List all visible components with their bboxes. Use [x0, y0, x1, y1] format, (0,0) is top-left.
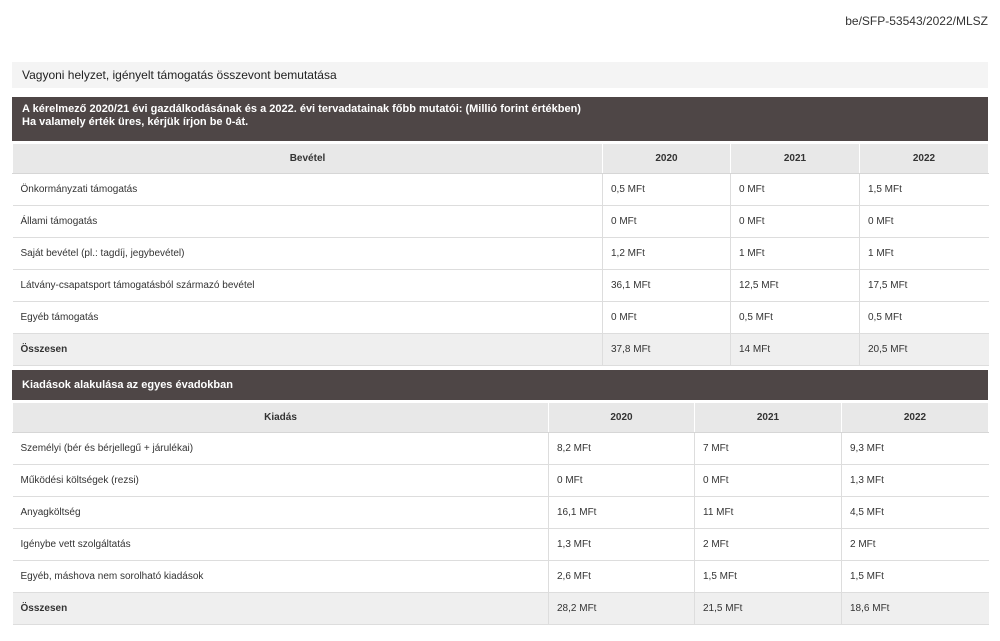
row-label: Anyagköltség — [13, 497, 549, 529]
expense-col-2022: 2022 — [842, 403, 989, 433]
expense-col-2021: 2021 — [695, 403, 842, 433]
cell-2020: 37,8 MFt — [603, 334, 731, 366]
cell-2021: 7 MFt — [695, 433, 842, 465]
row-label: Állami támogatás — [13, 206, 603, 238]
cell-2020: 36,1 MFt — [603, 270, 731, 302]
cell-2020: 28,2 MFt — [549, 593, 695, 625]
cell-2021: 14 MFt — [731, 334, 860, 366]
table-row — [13, 497, 989, 529]
revenue-header-line1: A kérelmező 2020/21 évi gazdálkodásának és a 2022. évi tervadatainak főbb mutatói: (Millió forint értékben) — [22, 103, 581, 115]
expense-col-2020: 2020 — [549, 403, 695, 433]
expense-table — [12, 402, 989, 625]
row-label: Összesen — [13, 593, 549, 625]
cell-2022: 17,5 MFt — [860, 270, 989, 302]
row-label: Egyéb támogatás — [13, 302, 603, 334]
cell-2021: 21,5 MFt — [695, 593, 842, 625]
cell-2020: 1,2 MFt — [603, 238, 731, 270]
table-row — [13, 270, 989, 302]
row-label: Önkormányzati támogatás — [13, 174, 603, 206]
revenue-header-line2: Ha valamely érték üres, kérjük írjon be 0-át. — [22, 116, 249, 128]
row-label: Személyi (bér és bérjellegű + járulékai) — [13, 433, 549, 465]
table-row — [13, 529, 989, 561]
table-row — [13, 302, 989, 334]
table-row — [13, 465, 989, 497]
cell-2021: 12,5 MFt — [731, 270, 860, 302]
cell-2020: 1,3 MFt — [549, 529, 695, 561]
cell-2022: 18,6 MFt — [842, 593, 989, 625]
revenue-col-2020: 2020 — [603, 144, 731, 174]
cell-2021: 2 MFt — [695, 529, 842, 561]
row-label: Egyéb, máshova nem sorolható kiadások — [13, 561, 549, 593]
cell-2020: 0 MFt — [603, 302, 731, 334]
table-row — [13, 174, 989, 206]
cell-2021: 0,5 MFt — [731, 302, 860, 334]
revenue-table-header-row — [13, 144, 989, 174]
cell-2022: 0,5 MFt — [860, 302, 989, 334]
row-label: Összesen — [13, 334, 603, 366]
row-label: Igénybe vett szolgáltatás — [13, 529, 549, 561]
expense-header: Kiadások alakulása az egyes évadokban — [12, 370, 988, 400]
cell-2020: 16,1 MFt — [549, 497, 695, 529]
revenue-table — [12, 143, 989, 366]
revenue-col-bevetel: Bevétel — [13, 144, 603, 174]
cell-2022: 1,5 MFt — [860, 174, 989, 206]
total-row — [13, 334, 989, 366]
revenue-col-2021: 2021 — [731, 144, 860, 174]
cell-2022: 9,3 MFt — [842, 433, 989, 465]
cell-2020: 0,5 MFt — [603, 174, 731, 206]
cell-2022: 1 MFt — [860, 238, 989, 270]
expense-col-kiadas: Kiadás — [13, 403, 549, 433]
cell-2022: 2 MFt — [842, 529, 989, 561]
cell-2021: 0 MFt — [731, 174, 860, 206]
cell-2021: 0 MFt — [695, 465, 842, 497]
revenue-header — [12, 97, 988, 141]
cell-2020: 0 MFt — [549, 465, 695, 497]
cell-2021: 11 MFt — [695, 497, 842, 529]
cell-2022: 20,5 MFt — [860, 334, 989, 366]
total-row — [13, 593, 989, 625]
cell-2021: 1,5 MFt — [695, 561, 842, 593]
cell-2021: 0 MFt — [731, 206, 860, 238]
table-row — [13, 206, 989, 238]
table-row — [13, 433, 989, 465]
cell-2020: 8,2 MFt — [549, 433, 695, 465]
table-row — [13, 238, 989, 270]
revenue-col-2022: 2022 — [860, 144, 989, 174]
cell-2022: 1,3 MFt — [842, 465, 989, 497]
cell-2020: 2,6 MFt — [549, 561, 695, 593]
table-row — [13, 561, 989, 593]
cell-2022: 4,5 MFt — [842, 497, 989, 529]
cell-2020: 0 MFt — [603, 206, 731, 238]
cell-2021: 1 MFt — [731, 238, 860, 270]
cell-2022: 1,5 MFt — [842, 561, 989, 593]
document-id: be/SFP-53543/2022/MLSZ — [845, 14, 988, 28]
section-title: Vagyoni helyzet, igényelt támogatás összevont bemutatása — [12, 62, 988, 88]
row-label: Működési költségek (rezsi) — [13, 465, 549, 497]
row-label: Látvány-csapatsport támogatásból származó bevétel — [13, 270, 603, 302]
row-label: Saját bevétel (pl.: tagdíj, jegybevétel) — [13, 238, 603, 270]
cell-2022: 0 MFt — [860, 206, 989, 238]
expense-table-header-row — [13, 403, 989, 433]
